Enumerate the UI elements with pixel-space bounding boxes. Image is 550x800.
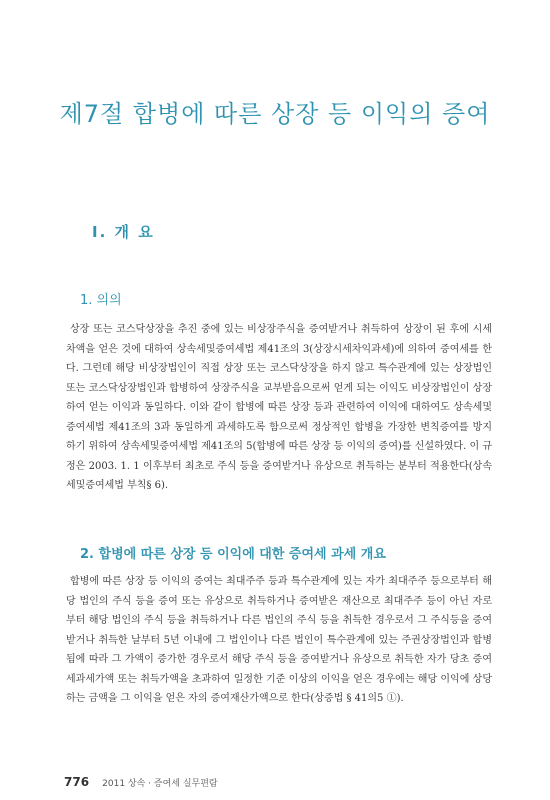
page-footer	[64, 771, 218, 790]
subsection-paragraph-2: 합병에 따른 상장 등 이익의 증여는 최대주주 등과 특수관계에 있는 자가 최대주주 등으로부터 해당 법인의 주식 등을 증여 또는 유상으로 취득하거나 증여받은 재산으로 최대주주 등이 아닌 자로부터 해당 법인의 주식 등을 취득하거나 다른 법인의 주식 등을 취득한 경우로서 그 주식등을 증여받거나 취득한 날부터 5년 이내에 그 법인이나 다른 법인이 특수관계에 있는 주권상장법인과 합병됨에 따라 그 가액이 증가한 경우로서 해당 주식 등을 증여받거나 유상으로 취득한 자가 당초 증여세과세가액 또는 취득가액을 초과하여 일정한 기준 이상의 이익을 얻은 경우에는 해당 이익에 상당하는 금액을 그 이익을 얻은 자의 증여재산가액으로 한다(상증법 § 41의5 ①).	[66, 576, 492, 704]
section-title: Ⅰ. 개 요	[92, 223, 155, 241]
subsection-heading-1: 1. 의의	[80, 293, 122, 308]
book-title: 2011 상속 · 증여세 실무편람	[102, 779, 218, 789]
page-number: 776	[64, 775, 90, 789]
chapter-title: 제7절 합병에 따른 상장 등 이익의 증여	[59, 100, 491, 128]
subsection-heading-2: 2. 합병에 따른 상장 등 이익에 대한 증여세 과세 개요	[80, 547, 386, 562]
subsection-paragraph-1: 상장 또는 코스닥상장을 추진 중에 있는 비상장주식을 증여받거나 취득하여 상장이 된 후에 시세차액을 얻은 것에 대하여 상속세및증여세법 제41조의 3(상장시세차익과세)에 의하여 증여세를 한다. 그런데 해당 비상장법인이 직접 상장 또는 코스닥상장을 하지 않고 특수관계에 있는 상장법인 또는 코스닥상장법인과 합병하여 상장주식을 교부받음으로써 얻게 되는 이익도 비상장법인이 상장하여 얻는 이익과 동일하다. 이와 같이 합병에 따른 상장 등과 관련하여 이익에 대하여도 상속세및증여세법 제41조의 3과 동일하게 과세하도록 함으로써 정상적인 합병을 가장한 변칙증여를 방지하기 위하여 상속세및증여세법 제41조의 5(합병에 따른 상장 등 이익의 증여)를 신설하였다. 이 규정은 2003. 1. 1 이후부터 최초로 주식 등을 증여받거나 유상으로 취득하는 분부터 적용한다(상속세및증여세법 부칙§ 6).	[66, 324, 492, 491]
